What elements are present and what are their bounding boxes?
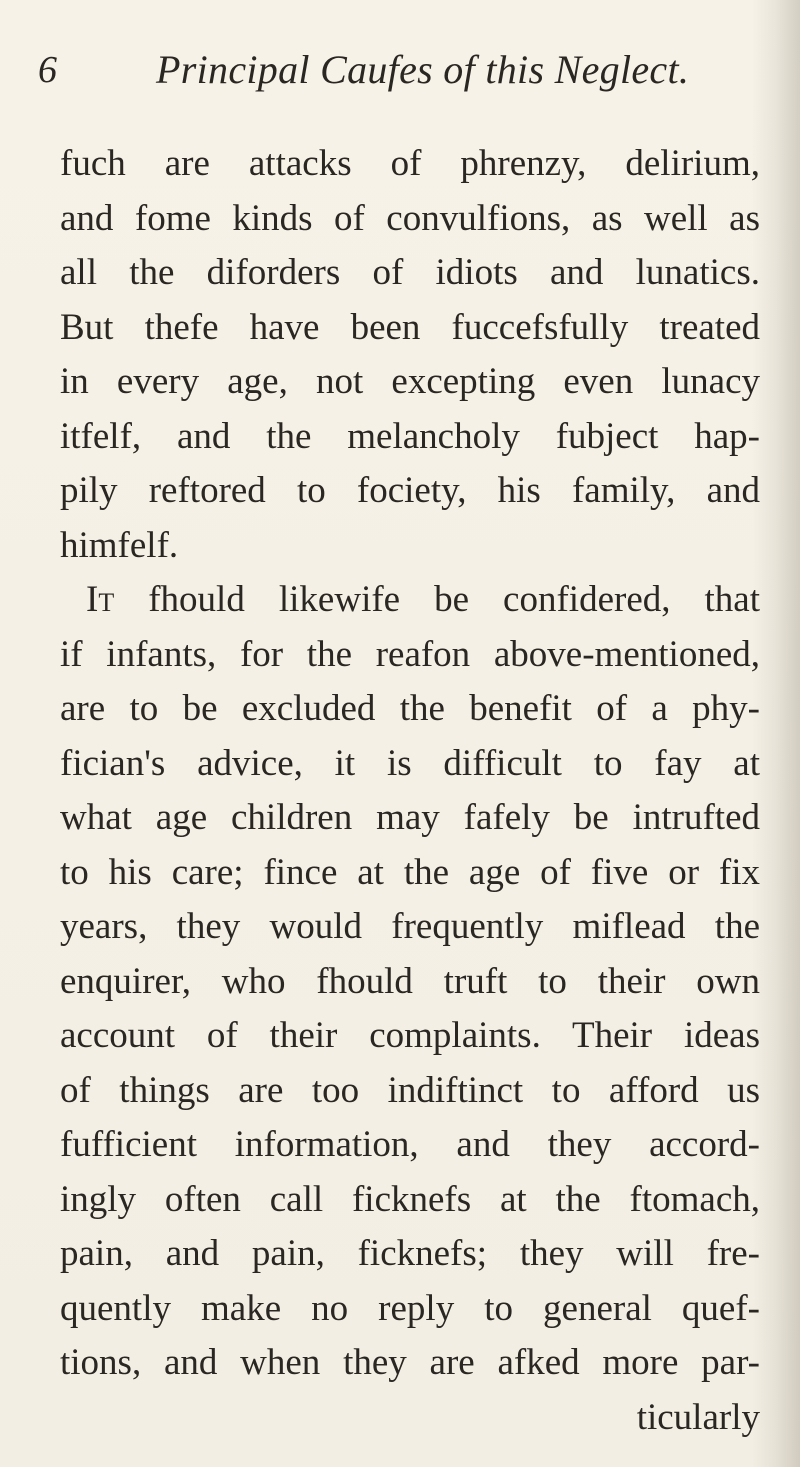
text-line: account of their complaints. Their ideas xyxy=(60,1015,760,1056)
body-text xyxy=(60,137,760,1445)
text-line: pily reftored to fociety, his family, and xyxy=(60,470,760,511)
text-line: are to be excluded the benefit of a phy- xyxy=(60,688,760,729)
text-line: to his care; fince at the age of five or fix xyxy=(60,851,760,893)
paragraph-start-word: It xyxy=(86,579,115,620)
catchword: ticularly xyxy=(636,1396,760,1438)
text-line: what age children may fafely be intrufted xyxy=(60,797,760,838)
text-line: fician's advice, it is difficult to fay at xyxy=(60,742,760,784)
page-number: 6 xyxy=(38,49,57,91)
text-line: himfelf. xyxy=(60,524,179,566)
paragraph-first-line xyxy=(60,573,760,628)
text-line: in every age, not excepting even lunacy xyxy=(60,361,760,402)
text-line: quently make no reply to general quef- xyxy=(60,1287,760,1329)
text-line: itfelf, and the melancholy fubject hap- xyxy=(60,415,760,457)
text-line: fuch are attacks of phrenzy, delirium, xyxy=(60,143,760,184)
text-line: years, they would frequently miflead the xyxy=(60,906,760,947)
text-line: But thefe have been fuccefsfully treated xyxy=(60,306,760,348)
text-line: fufficient information, and they accord- xyxy=(60,1124,760,1165)
text-line: tions, and when they are afked more par- xyxy=(60,1342,760,1383)
text-line-remainder: fhould likewife be confidered, that xyxy=(148,579,761,620)
text-line: ingly often call ficknefs at the ftomach, xyxy=(60,1178,760,1220)
running-head: Principal Caufes of this Neglect. xyxy=(156,47,690,92)
text-line: pain, and pain, ficknefs; they will fre- xyxy=(60,1233,760,1274)
text-line: and fome kinds of convulfions, as well as xyxy=(60,197,760,239)
text-line: all the diforders of idiots and lunatics. xyxy=(60,252,760,293)
text-line: if infants, for the reafon above-mentioned, xyxy=(60,633,760,675)
text-line: enquirer, who fhould truft to their own xyxy=(60,960,760,1002)
text-line: of things are too indiftinct to afford us xyxy=(60,1069,760,1111)
page-header xyxy=(38,44,758,104)
